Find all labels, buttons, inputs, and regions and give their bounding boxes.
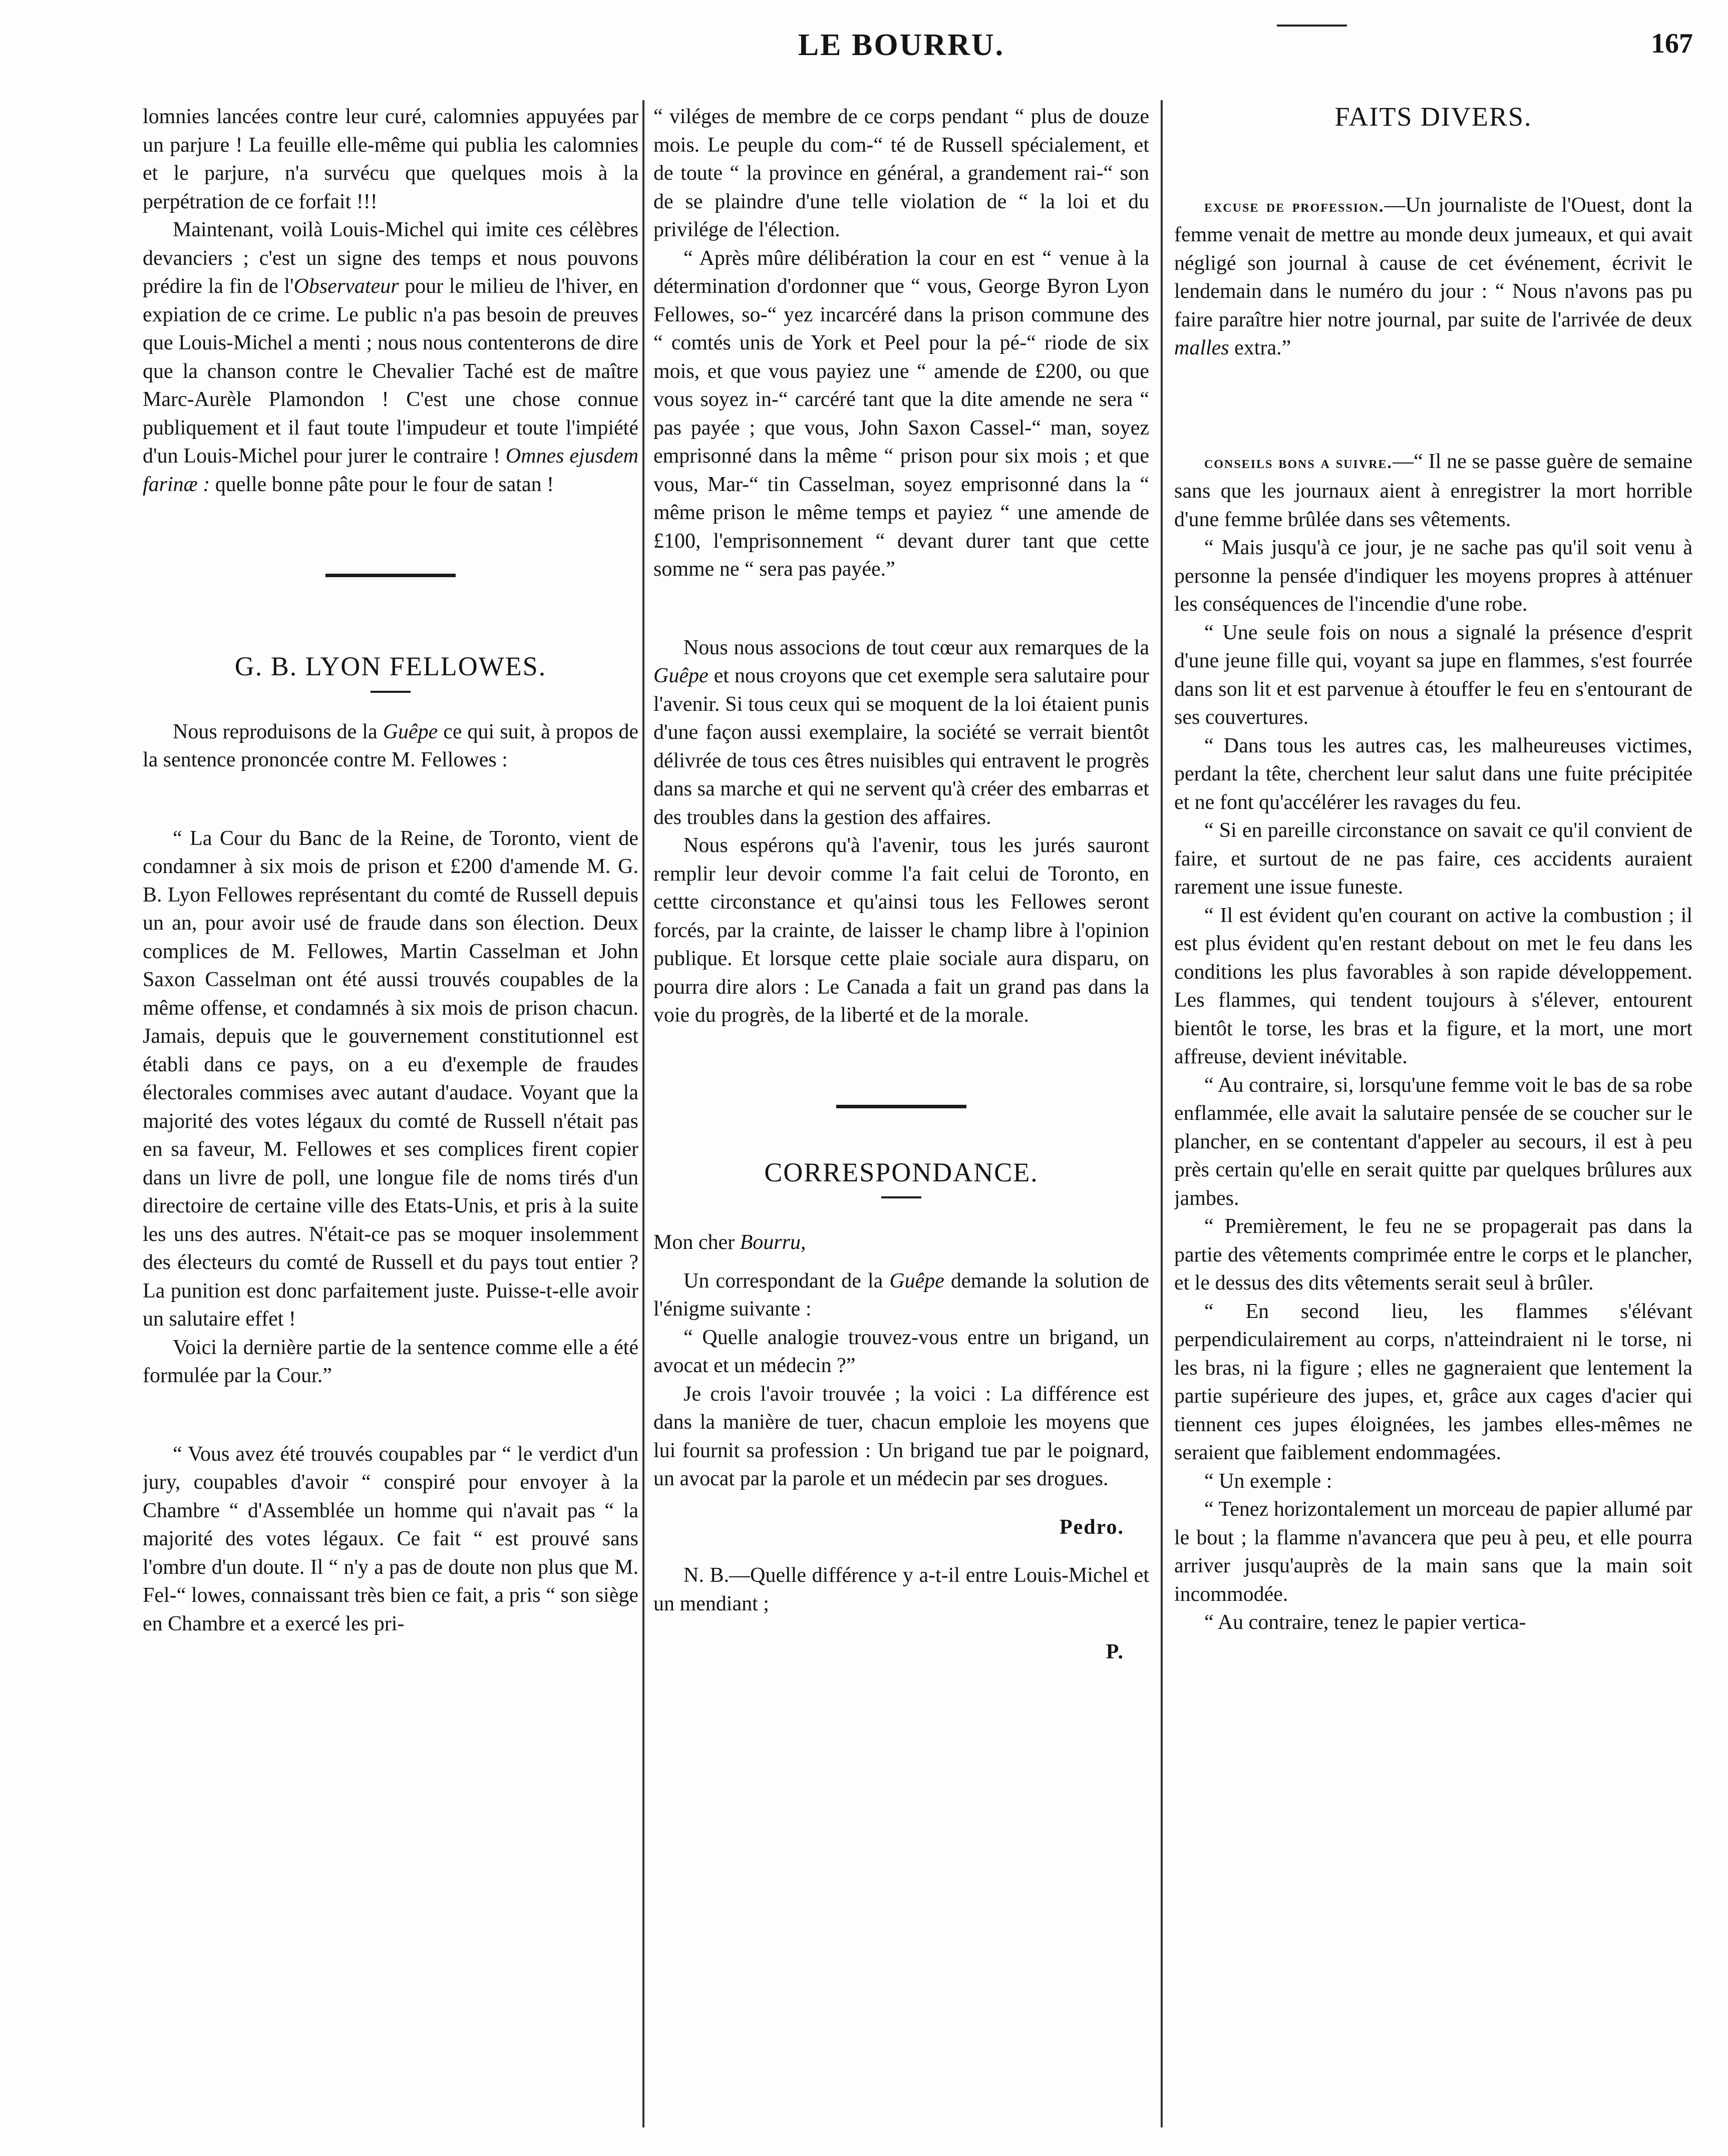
- text-run: Nous reproduisons de la: [173, 720, 383, 743]
- column-3: [1174, 103, 1692, 2121]
- postscript-signature: P.: [1106, 1640, 1124, 1663]
- news-paragraph: “ Premièrement, le feu ne se propagerait pas dans la partie des vêtements comprimée entre le corps et le plancher, et le dessus des dits vêtements serait seul à brûler.: [1174, 1215, 1692, 1295]
- news-item: [1174, 448, 1692, 534]
- letter-signature: Pedro.: [1059, 1515, 1124, 1539]
- quoted-sentence: “ Vous avez été trouvés coupables par “ le verdict d'un jury, coupables d'avoir “ conspiré pour envoyer à la Chambre “ d'Assemblée un homme qui n'avait pas “ la majorité des votes légaux. Ce fait “ est prouvé sans l'ombre d'un doute. Il “ n'y a pas de doute non plus que M. Fel-“ lowes, connaissant très bien ce fait, a pris “ son siège en Chambre et a exercé les pri-: [143, 1442, 638, 1635]
- italic-run: Omnes ejusdem farinæ :: [143, 445, 638, 496]
- letter-paragraph: [653, 1267, 1149, 1324]
- section-heading: G. B. LYON FELLOWES.: [234, 651, 547, 681]
- news-item: [1174, 191, 1692, 362]
- item-title: conseils bons a suivre.: [1204, 453, 1393, 472]
- news-paragraph: “ En second lieu, les flammes s'élévant perpendiculairement au corps, n'atteindraient ni le torse, ni les bras, ni la figure ; elles ne gagneraient que lentement la partie supérieure des jupes, et, grâce aux cages d'acier qui tiennent ces jupes éloignées, les jambes elles-mêmes ne seraient que faiblement endommagées.: [1174, 1300, 1692, 1464]
- letter-paragraph: “ Quelle analogie trouvez-vous entre un brigand, un avocat et un médecin ?”: [653, 1326, 1149, 1377]
- article-paragraph: [143, 718, 638, 774]
- text-run: quelle bonne pâte pour le four de satan !: [210, 473, 554, 496]
- text-run: ce qui suit, à propos de la sentence prononcée contre M. Fellowes :: [143, 720, 638, 771]
- quoted-paragraph: “ La Cour du Banc de la Reine, de Toronto, vient de condamner à six mois de prison et £200 d'amende M. G. B. Lyon Fellowes représentant du comté de Russell depuis un an, pour avoir usé de fraude dans son élection. Deux complices de M. Fellowes, Martin Casselman et John Saxon Casselman ont été aussi trouvés coupables de la même offense, et condamnés à six mois de prison chacun. Jamais, depuis que le gouvernement constitutionnel est établi dans ce pays, on a eu d'exemple de fraudes électorales commises avec autant d'audace. Voyant que la majorité des votes légaux du comté de Russell n'était pas en sa faveur, M. Fellowes et ses complices firent copier dans un livre de poll, une longue file de noms tirés d'un directoire de certaine ville des Etats-Unis, et pris à la suite les uns des autres. N'était-ce pas se moquer insolemment des électeurs du comté de Russell et du pays tout entier ? La punition est donc parfaitement juste. Puisse-t-elle avoir un salutaire effet !: [143, 826, 638, 1331]
- text-run: Mon cher: [653, 1231, 740, 1254]
- section-separator: [325, 574, 456, 577]
- masthead: [0, 28, 1728, 68]
- italic-run: Observateur: [293, 275, 399, 298]
- quoted-sentence: “ Après mûre délibération la cour en est “ venue à la détermination d'ordonner que “ vous, George Byron Lyon Fellowes, so-“ yez incarcéré dans la prison commune des “ comtés unis de York et Peel pour la pé-“ riode de six mois, et que vous payiez une “ amende de £200, ou que vous soyez in-“ carcéré tant que la dite amende ne sera “ pas payée ; que vous, John Saxon Cassel-“ man, soyez emprisonné dans la même “ prison pour six mois ; et que vous, Mar-“ tin Casselman, soyez emprisonné dans la “ même prison le même temps et payiez “ une amende de £100, l'emprisonnement “ devant durer tant que cette somme ne “ sera pas payée.”: [653, 246, 1149, 581]
- text-run: Un correspondant de la: [683, 1269, 890, 1292]
- text-run: extra.”: [1229, 336, 1291, 359]
- column-rule-left: [642, 100, 644, 2127]
- letter-salutation: [653, 1228, 1149, 1257]
- article-paragraph: Nous espérons qu'à l'avenir, tous les jurés sauront remplir leur devoir comme l'a fait celui de Toronto, en cettte circonstance et qu'ainsi tous les Fellowes seront forcés, par la crainte, de laisser le champ libre à l'opinion publique. Et lorsque cette plaie sociale aura disparu, on pourra dire alors : Le Canada a fait un grand pas dans la voie du progrès, de la liberté et de la morale.: [653, 834, 1149, 1027]
- news-paragraph: “ Une seule fois on nous a signalé la présence d'esprit d'une jeune fille qui, voyant sa jupe en flammes, s'est fourrée dans son lit et est parvenue à étouffer le feu en s'entourant de ses couvertures.: [1174, 621, 1692, 729]
- column-rule-right: [1161, 100, 1163, 2127]
- section-separator: [836, 1105, 966, 1108]
- italic-run: Guêpe: [383, 720, 438, 743]
- column-1: [143, 103, 638, 2121]
- masthead-rule: [1277, 25, 1347, 27]
- text-run: et nous croyons que cet exemple sera salutaire pour l'avenir. Si tous ceux qui se moquent de la loi étaient punis d'une façon aussi exemplaire, la société se verrait bientôt délivrée de tous ces êtres nuisibles qui entravent le progrès dans sa marche et qui ne servent qu'à créer des embarras et des troubles dans la gestion des affaires.: [653, 664, 1149, 829]
- news-paragraph: “ Au contraire, tenez le papier vertica-: [1204, 1611, 1526, 1634]
- article-paragraph: [653, 634, 1149, 832]
- news-paragraph: “ Au contraire, si, lorsqu'une femme voit le bas de sa robe enflammée, elle avait la salutaire pensée de se coucher sur le plancher, en se contentant d'appeler au secours, il est à peu près certain qu'elle en serait quitte par quelques brûlures aux jambes.: [1174, 1073, 1692, 1210]
- article-paragraph: lomnies lancées contre leur curé, calomnies appuyées par un parjure ! La feuille elle-même qui publia les calomnies et le parjure, n'a survécu que quelques mois à la perpétration de ce forfait !!!: [143, 105, 638, 213]
- italic-run: Guêpe: [889, 1269, 944, 1292]
- section-heading: CORRESPONDANCE.: [764, 1157, 1039, 1187]
- text-run: —“ Il ne se passe guère de semaine sans que les journaux aient à enregistrer la mort horrible d'une femme brûlée dans ses vêtements.: [1174, 450, 1692, 531]
- newspaper-title: LE BOURRU.: [798, 28, 1005, 62]
- italic-run: Bourru,: [740, 1231, 806, 1254]
- news-paragraph: “ Tenez horizontalement un morceau de papier allumé par le bout ; la flamme n'avancera que peu à peu, et elle pourra arriver jusqu'auprès de la main sans que la main soit incommodée.: [1174, 1498, 1692, 1606]
- text-run: Nous nous associons de tout cœur aux remarques de la: [683, 636, 1149, 659]
- text-run: Maintenant, voilà Louis-Michel qui imite ces célèbres devanciers ; c'est un signe des temps et nous pouvons prédire la fin de l': [143, 218, 638, 298]
- news-paragraph: “ Il est évident qu'en courant on active la combustion ; il est plus évident qu'en restant debout on met le feu dans les conditions les plus favorables à son rapide développement. Les flammes, qui tendent toujours à s'élever, entourent bientôt le torse, les bras et la figure, et la mort, une mort affreuse, devient inévitable.: [1174, 904, 1692, 1068]
- letter-paragraph: Je crois l'avoir trouvée ; la voici : La différence est dans la manière de tuer, chacun emploie les moyens que lui fournit sa profession : Un brigand tue par le poignard, un avocat par la parole et un médecin par ses drogues.: [653, 1382, 1149, 1490]
- letter-postscript: N. B.—Quelle différence y a-t-il entre Louis-Michel et un mendiant ;: [653, 1564, 1149, 1615]
- news-paragraph: “ Dans tous les autres cas, les malheureuses victimes, perdant la tête, cherchent leur salut dans une fuite précipitée et ne font qu'accélérer les ravages du feu.: [1174, 734, 1692, 814]
- text-run: pour le milieu de l'hiver, en expiation de ce crime. Le public n'a pas besoin de preuves que Louis-Michel a menti ; nous nous contenterons de dire que la chanson contre le Chevalier Taché est de maître Marc-Aurèle Plamondon ! C'est une chose connue publiquement et il faut toute l'impudeur et toute l'impiété d'un Louis-Michel pour jurer le contraire !: [143, 275, 638, 468]
- news-paragraph: “ Si en pareille circonstance on savait ce qu'il convient de faire, et surtout de ne pas faire, ces accidents auraient rarement une issue funeste.: [1174, 819, 1692, 899]
- page-number: 167: [1651, 28, 1693, 59]
- italic-run: malles: [1174, 336, 1229, 359]
- italic-run: Guêpe: [653, 664, 709, 687]
- item-title: excuse de profession.: [1204, 197, 1385, 216]
- column-2: [653, 103, 1149, 2121]
- news-paragraph: “ Un exemple :: [1204, 1469, 1332, 1493]
- section-heading: FAITS DIVERS.: [1334, 103, 1532, 132]
- text-run: —Un journaliste de l'Ouest, dont la femme venait de mettre au monde deux jumeaux, et qui avait négligé son journal à cause de cet événement, écrivit le lendemain dans le numéro du jour : “ Nous n'avons pas pu faire paraître hier notre journal, par suite de l'arrivée de deux: [1174, 193, 1692, 331]
- news-paragraph: “ Mais jusqu'à ce jour, je ne sache pas qu'il soit venu à personne la pensée d'indiquer les moyens propres à atténuer les conséquences de l'incendie d'une robe.: [1174, 536, 1692, 616]
- article-paragraph: [143, 216, 638, 499]
- quoted-sentence: “ viléges de membre de ce corps pendant “ plus de douze mois. Le peuple du com-“ té de Russell spécialement, et de toute “ la province en général, a grandement rai-“ son de se plaindre d'une telle violation de “ la loi et du privilége de l'élection.: [653, 105, 1149, 241]
- quoted-paragraph: Voici la dernière partie de la sentence comme elle a été formulée par la Cour.”: [143, 1336, 638, 1387]
- text-run: demande la solution de l'énigme suivante :: [653, 1269, 1149, 1321]
